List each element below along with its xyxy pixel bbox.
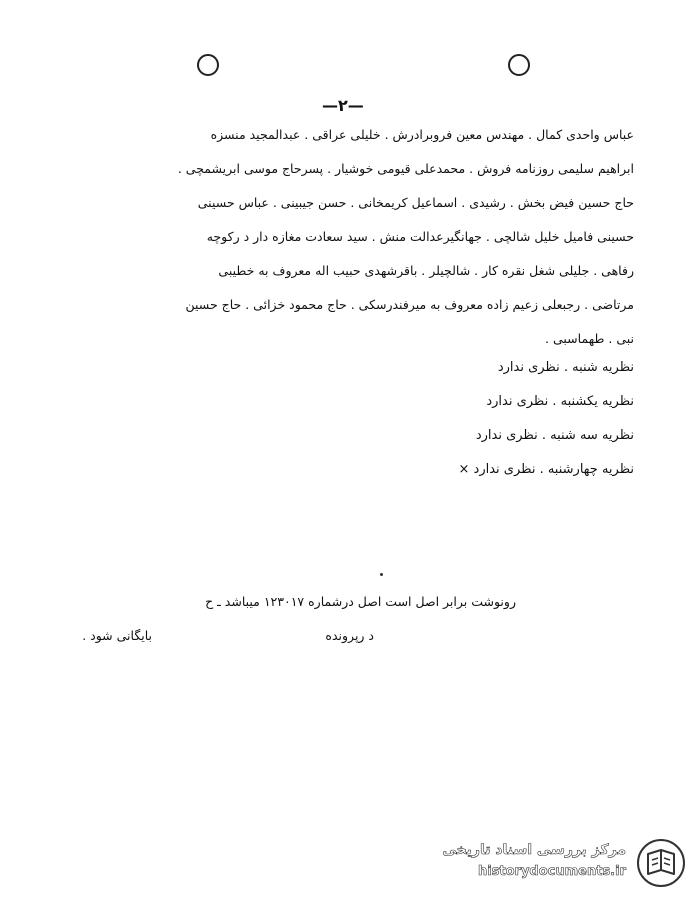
punch-hole-right bbox=[508, 54, 530, 76]
opinion-wednesday: نظریه چهارشنبه . نظری ندارد × bbox=[458, 462, 634, 477]
body-line: مرتاضی . رجبعلی زعیم زاده معروف به میرفندرسکی . حاج محمود خزائی . حاج حسین bbox=[185, 297, 634, 312]
ink-dot bbox=[380, 573, 383, 576]
opinion-tuesday: نظریه سه شنبه . نظری ندارد bbox=[475, 428, 634, 443]
book-logo-icon bbox=[636, 838, 686, 888]
body-line: نبی . طهماسبی . bbox=[545, 331, 634, 346]
certification-line: رونوشت برابر اصل است اصل درشماره ۱۲۳۰۱۷ میباشد ـ ح bbox=[205, 594, 516, 609]
opinion-saturday: نظریه شنبه . نظری ندارد bbox=[497, 360, 634, 375]
body-text bbox=[62, 118, 634, 356]
opinion-sunday: نظریه یکشنبه . نظری ندارد bbox=[486, 394, 634, 409]
body-line: حسینی فامیل خلیل شالچی . جهانگیرعدالت منش . سید سعادت مغازه دار د رکوچه bbox=[206, 229, 634, 244]
body-line: حاج حسین فیض بخش . رشیدی . اسماعیل کریمخانی . حسن جیبینی . عباس حسینی bbox=[197, 195, 634, 210]
footer-url: historydocuments.ir bbox=[477, 864, 626, 879]
punch-hole-left bbox=[197, 54, 219, 76]
certification-dossier: د رپرونده bbox=[325, 628, 374, 643]
page-number: —۲— bbox=[322, 96, 364, 115]
certification-archive: بایگانی شود . bbox=[82, 628, 152, 643]
body-line: عباس واحدی کمال . مهندس معین فروبرادرش . خلیلی عراقی . عبدالمجید منسزه bbox=[210, 127, 634, 142]
footer-title: مرکز بررسی اسناد تاریخی bbox=[442, 842, 626, 858]
footer-watermark bbox=[410, 836, 692, 892]
body-line: ابراهیم سلیمی روزنامه فروش . محمدعلی قیومی خوشیار . پسرحاج موسی ابریشمچی . bbox=[177, 161, 634, 176]
body-line: رفاهی . جلیلی شغل نقره کار . شالچیلر . باقرشهدی حبیب اله معروف به خطیبی bbox=[218, 263, 634, 278]
